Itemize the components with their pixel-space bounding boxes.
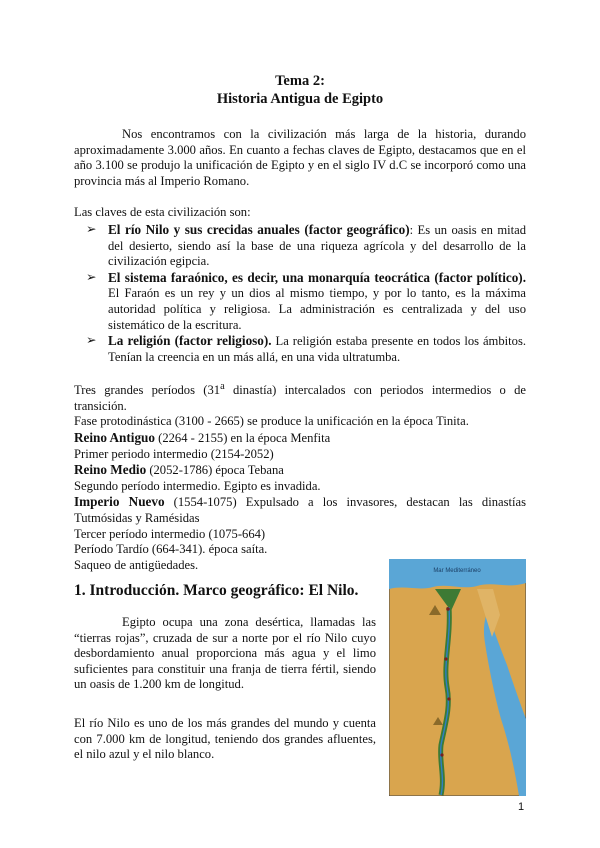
period-reino-medio: Reino Medio (2052-1786) época Tebana [74, 462, 284, 478]
list-item-text: : Es un oasis en mitad del desierto, siendo así la base de una riqueza agrícola y del desarrollo de la civilización egipcia. [108, 223, 526, 269]
title-line-2: Historia Antigua de Egipto [216, 91, 384, 107]
city-dot-icon [440, 753, 443, 756]
map-label: Mar Mediterráneo [433, 568, 481, 574]
period-reino-antiguo: Reino Antiguo (2264 - 2155) en la época Menfita [74, 429, 331, 445]
periods-section [74, 379, 526, 573]
claves-heading: Las claves de esta civilización son: [74, 205, 251, 219]
period-tercer-intermedio: Tercer período intermedio (1075-664) [74, 526, 266, 541]
city-dot-icon [447, 697, 450, 700]
period-saqueo: Saqueo de antigüedades. [74, 557, 199, 572]
arrow-bullet-icon: ➢ [86, 333, 97, 348]
list-item [86, 222, 526, 270]
list-item-bold: El sistema faraónico, es decir, una monarquía teocrática (factor político). [108, 269, 526, 285]
list-item [86, 270, 526, 333]
periods-intro: Tres grandes períodos (31$^a$ dinastía) intercalados con periodos intermedios o de transición. [74, 381, 526, 413]
document-title [74, 72, 526, 108]
egypt-map [389, 559, 526, 796]
intro-text: Nos encontramos con la civilización más larga de la historia, durando aproximadamente 3.000 años. En cuanto a fechas claves de Egipto, destacamos que en el año 3.100 se produjo la unificación de Egipto y en el siglo IV d.C se incorporó como una provincia más al Imperio Romano. [74, 127, 526, 188]
section-paragraph-1: Egipto ocupa una zona desértica, llamadas las “tierras rojas”, cruzada de sur a norte por el río Nilo cuyo desbordamiento anual proporciona más agua y el limo suficientes para constituir una franja de tierra fértil, siendo un oasis de 1.200 km de longitud. [74, 615, 376, 692]
list-item-bold: El río Nilo y sus crecidas anuales (factor geográfico) [108, 222, 410, 237]
period-primer-intermedio: Primer periodo intermedio (2154-2052) [74, 446, 274, 461]
arrow-bullet-icon: ➢ [86, 222, 97, 236]
city-dot-icon [446, 607, 450, 611]
city-dot-icon [444, 657, 447, 660]
intro-paragraph [74, 127, 526, 189]
section-paragraph-2: El río Nilo es uno de los más grandes del mundo y cuenta con 7.000 km de longitud, teniendo dos grandes afluentes, el nilo azul y el nilo blanco. [74, 716, 376, 762]
list-item-text: El Faraón es un rey y un dios al mismo tiempo, y por lo tanto, es la máxima autoridad política y religiosa. La administración es centralizada y del uso sistemático de la escritura. [108, 286, 526, 332]
period-tardio: Período Tardío (664-341). época saíta. [74, 542, 268, 557]
page-number: 1 [518, 801, 525, 813]
arrow-bullet-icon: ➢ [86, 269, 97, 284]
list-item-text: La religión estaba presente en todos los ámbitos. Tenían la creencia en un más allá, en una vida ultratumba. [108, 334, 526, 364]
period-proto: Fase protodinástica (3100 - 2665) se produce la unificación en la época Tinita. [74, 414, 469, 429]
mediterranean-sea [389, 559, 526, 589]
list-item [86, 333, 526, 365]
title-line-1: Tema 2: [275, 73, 325, 89]
list-item-bold: La religión (factor religioso). [108, 333, 272, 349]
claves-list [86, 222, 526, 365]
period-segundo-intermedio: Segundo período intermedio. Egipto es invadida. [74, 478, 321, 493]
period-imperio-nuevo: Imperio Nuevo (1554-1075) Expulsado a los invasores, destacan las dinastías Tutmósidas y Ramésidas [74, 494, 526, 525]
section-heading: 1. Introducción. Marco geográfico: El Nilo. [74, 582, 359, 599]
